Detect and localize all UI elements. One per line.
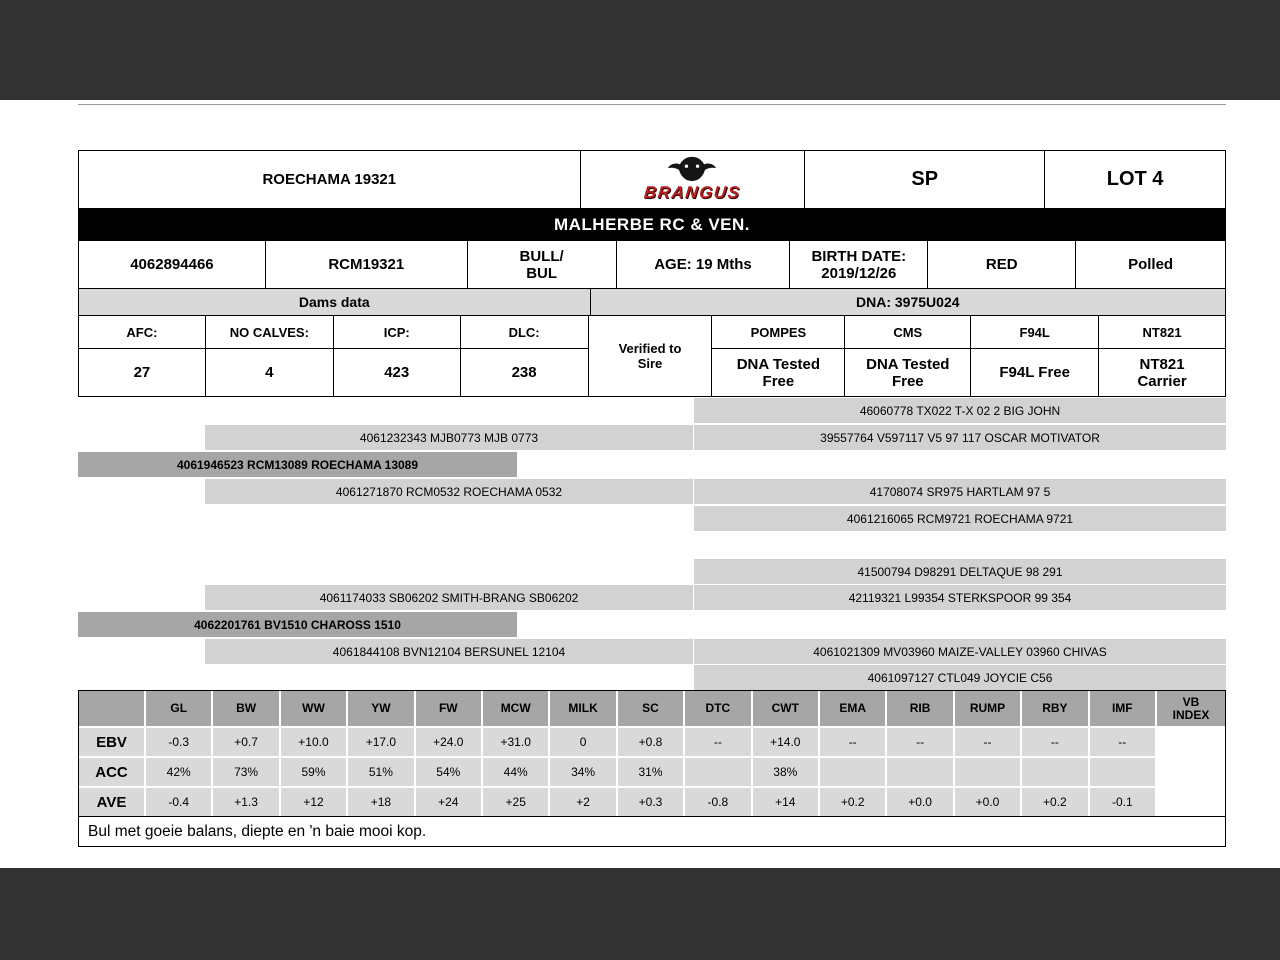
ebv-value-cell: +0.2	[820, 788, 885, 816]
no-calves-value: 4	[206, 349, 334, 397]
colour-cell: RED	[928, 241, 1076, 289]
afc-col	[79, 316, 206, 397]
ebv-row-label: AVE	[79, 788, 144, 816]
sire-dam: 4061271870 RCM0532 ROECHAMA 0532	[205, 479, 693, 504]
nt821-label: NT821	[1099, 316, 1226, 349]
ebv-value-cell: +14	[753, 788, 818, 816]
ebv-value-cell: 34%	[550, 758, 615, 786]
birth-date-cell	[790, 241, 928, 289]
ebv-value-cell: 73%	[213, 758, 278, 786]
ebv-corner-cell	[79, 691, 144, 726]
afc-value: 27	[79, 349, 206, 397]
ebv-value-cell: +18	[348, 788, 413, 816]
breeder-bar: MALHERBE RC & VEN.	[79, 209, 1226, 241]
sire-grandsire-sire: 46060778 TX022 T-X 02 2 BIG JOHN	[694, 398, 1226, 423]
pompes-col	[712, 316, 845, 397]
ebv-value-cell: +17.0	[348, 728, 413, 756]
ebv-value-cell: -0.4	[146, 788, 211, 816]
herd-id: RCM19321	[266, 241, 468, 289]
page-top-rule	[78, 104, 1226, 105]
ebv-value-cell: 54%	[416, 758, 481, 786]
verified-to-sire-col	[589, 316, 713, 397]
ebv-value-cell: --	[955, 728, 1020, 756]
no-calves-label: NO CALVES:	[206, 316, 334, 349]
nt821-col	[1099, 316, 1226, 397]
registration-number: 4062894466	[79, 241, 266, 289]
ebv-value-cell: --	[685, 728, 750, 756]
ebv-value-cell: +24.0	[416, 728, 481, 756]
sex-line2: BUL	[526, 264, 558, 282]
ebv-value-cell	[820, 758, 885, 786]
f94l-label: F94L	[971, 316, 1099, 349]
ebv-value-cell: -0.8	[685, 788, 750, 816]
ebv-value-cell: 59%	[281, 758, 346, 786]
ebv-header-cell: SC	[618, 691, 683, 726]
ebv-value-cell	[1090, 758, 1155, 786]
dam-granddam-sire: 4061021309 MV03960 MAIZE-VALLEY 03960 CHIVAS	[694, 639, 1226, 664]
pompes-label: POMPES	[712, 316, 845, 349]
ebv-value-cell: +10.0	[281, 728, 346, 756]
ebv-value-cell: 38%	[753, 758, 818, 786]
title-row	[79, 151, 1226, 209]
ebv-row-label: EBV	[79, 728, 144, 756]
sire: 4061946523 RCM13089 ROECHAMA 13089	[78, 452, 517, 477]
ebv-table	[78, 690, 1226, 817]
dam-granddam-dam: 4061097127 CTL049 JOYCIE C56	[694, 665, 1226, 690]
ebv-header-cell: DTC	[685, 691, 750, 726]
pedigree	[78, 397, 1226, 690]
ebv-value-cell	[1022, 758, 1087, 786]
brand-wordmark: BRANGUS	[643, 183, 742, 202]
lot-number: LOT 4	[1045, 151, 1226, 209]
ebv-header-cell-vb-index: VB INDEX	[1157, 691, 1225, 726]
sex-cell	[468, 241, 617, 289]
animal-name: ROECHAMA 19321	[79, 151, 581, 209]
dam-grandsire-sire: 41500794 D98291 DELTAQUE 98 291	[694, 559, 1226, 584]
ebv-value-cell: 0	[550, 728, 615, 756]
cms-col	[845, 316, 971, 397]
no-calves-col	[206, 316, 334, 397]
identity-row	[79, 241, 1226, 289]
ebv-value-cell: +12	[281, 788, 346, 816]
dam-dam: 4061844108 BVN12104 BERSUNEL 12104	[205, 639, 693, 664]
ebv-value-cell: +0.8	[618, 728, 683, 756]
dam-sire: 4061174033 SB06202 SMITH-BRANG SB06202	[205, 585, 693, 610]
dna-number: DNA: 3975U024	[591, 289, 1226, 316]
sire-grandsire-dam: 39557764 V597117 V5 97 117 OSCAR MOTIVATOR	[694, 425, 1226, 450]
ebv-value-cell: 44%	[483, 758, 548, 786]
birth-date-label: BIRTH DATE:	[811, 247, 907, 265]
dam: 4062201761 BV1510 CHAROSS 1510	[78, 612, 517, 637]
ebv-header-cell: GL	[146, 691, 211, 726]
bottom-dark-band	[0, 868, 1280, 960]
ebv-header-cell: RIB	[887, 691, 952, 726]
ebv-value-cell: +2	[550, 788, 615, 816]
ebv-value-cell: +0.3	[618, 788, 683, 816]
lot-card	[78, 150, 1226, 847]
bull-head-icon	[666, 156, 718, 182]
verified-to-sire: Verified to Sire	[618, 341, 682, 371]
cms-result: DNA Tested Free	[866, 355, 950, 390]
ebv-header-cell: EMA	[820, 691, 885, 726]
dlc-value: 238	[461, 349, 589, 397]
header-table	[78, 150, 1226, 397]
nt821-result: NT821 Carrier	[1137, 355, 1187, 390]
ebv-value-cell: 51%	[348, 758, 413, 786]
ebv-value-cell: -0.3	[146, 728, 211, 756]
ebv-value-cell: --	[820, 728, 885, 756]
birth-date-value: 2019/12/26	[821, 264, 897, 282]
ebv-header-cell: MCW	[483, 691, 548, 726]
society-code: SP	[805, 151, 1045, 209]
ebv-value-cell: 31%	[618, 758, 683, 786]
afc-label: AFC:	[79, 316, 206, 349]
ebv-header-cell: IMF	[1090, 691, 1155, 726]
ebv-value-cell: +31.0	[483, 728, 548, 756]
dam-grandsire-dam: 42119321 L99354 STERKSPOOR 99 354	[694, 585, 1226, 610]
ebv-value-cell: --	[887, 728, 952, 756]
icp-label: ICP:	[334, 316, 461, 349]
ebv-header-cell: FW	[416, 691, 481, 726]
ebv-value-cell: +0.2	[1022, 788, 1087, 816]
ebv-value-cell	[955, 758, 1020, 786]
ebv-header-cell: CWT	[753, 691, 818, 726]
catalog-page	[0, 100, 1280, 868]
ebv-value-cell: 42%	[146, 758, 211, 786]
ebv-header-cell: WW	[281, 691, 346, 726]
lot-note: Bul met goeie balans, diepte en 'n baie mooi kop.	[78, 817, 1226, 847]
ebv-value-cell: +25	[483, 788, 548, 816]
pompes-result: DNA Tested Free	[736, 355, 821, 390]
sex-line1: BULL/	[519, 247, 564, 265]
dlc-col	[461, 316, 589, 397]
cms-label: CMS	[845, 316, 971, 349]
vb-index-body-cell	[1157, 728, 1225, 816]
sire-granddam-sire: 41708074 SR975 HARTLAM 97 5	[694, 479, 1226, 504]
ebv-value-cell: +0.0	[955, 788, 1020, 816]
ebv-value-cell: +0.0	[887, 788, 952, 816]
ebv-header-cell: RBY	[1022, 691, 1087, 726]
age-cell: AGE: 19 Mths	[617, 241, 791, 289]
icp-value: 423	[334, 349, 461, 397]
ebv-value-cell	[685, 758, 750, 786]
ebv-value-cell: +1.3	[213, 788, 278, 816]
ebv-value-cell: --	[1022, 728, 1087, 756]
top-dark-band	[0, 0, 1280, 100]
ebv-header-cell: RUMP	[955, 691, 1020, 726]
brand-logo-cell	[581, 151, 806, 209]
f94l-result: F94L Free	[971, 349, 1099, 397]
ebv-value-cell	[887, 758, 952, 786]
icp-col	[334, 316, 461, 397]
ebv-value-cell: +0.7	[213, 728, 278, 756]
ebv-header-cell: MILK	[550, 691, 615, 726]
dams-data-label: Dams data	[79, 289, 591, 316]
ebv-header-cell: YW	[348, 691, 413, 726]
poll-status-cell: Polled	[1076, 241, 1226, 289]
dlc-label: DLC:	[461, 316, 589, 349]
sire-sire: 4061232343 MJB0773 MJB 0773	[205, 425, 693, 450]
ebv-row-label: ACC	[79, 758, 144, 786]
brangus-logo	[644, 156, 740, 203]
ebv-value-cell: -0.1	[1090, 788, 1155, 816]
ebv-value-cell: +14.0	[753, 728, 818, 756]
dams-dna-row	[79, 289, 1226, 316]
ebv-value-cell: --	[1090, 728, 1155, 756]
ebv-value-cell: +24	[416, 788, 481, 816]
ebv-header-cell: BW	[213, 691, 278, 726]
dams-stats-row	[79, 316, 1226, 397]
f94l-col	[971, 316, 1099, 397]
sire-granddam-dam: 4061216065 RCM9721 ROECHAMA 9721	[694, 506, 1226, 531]
